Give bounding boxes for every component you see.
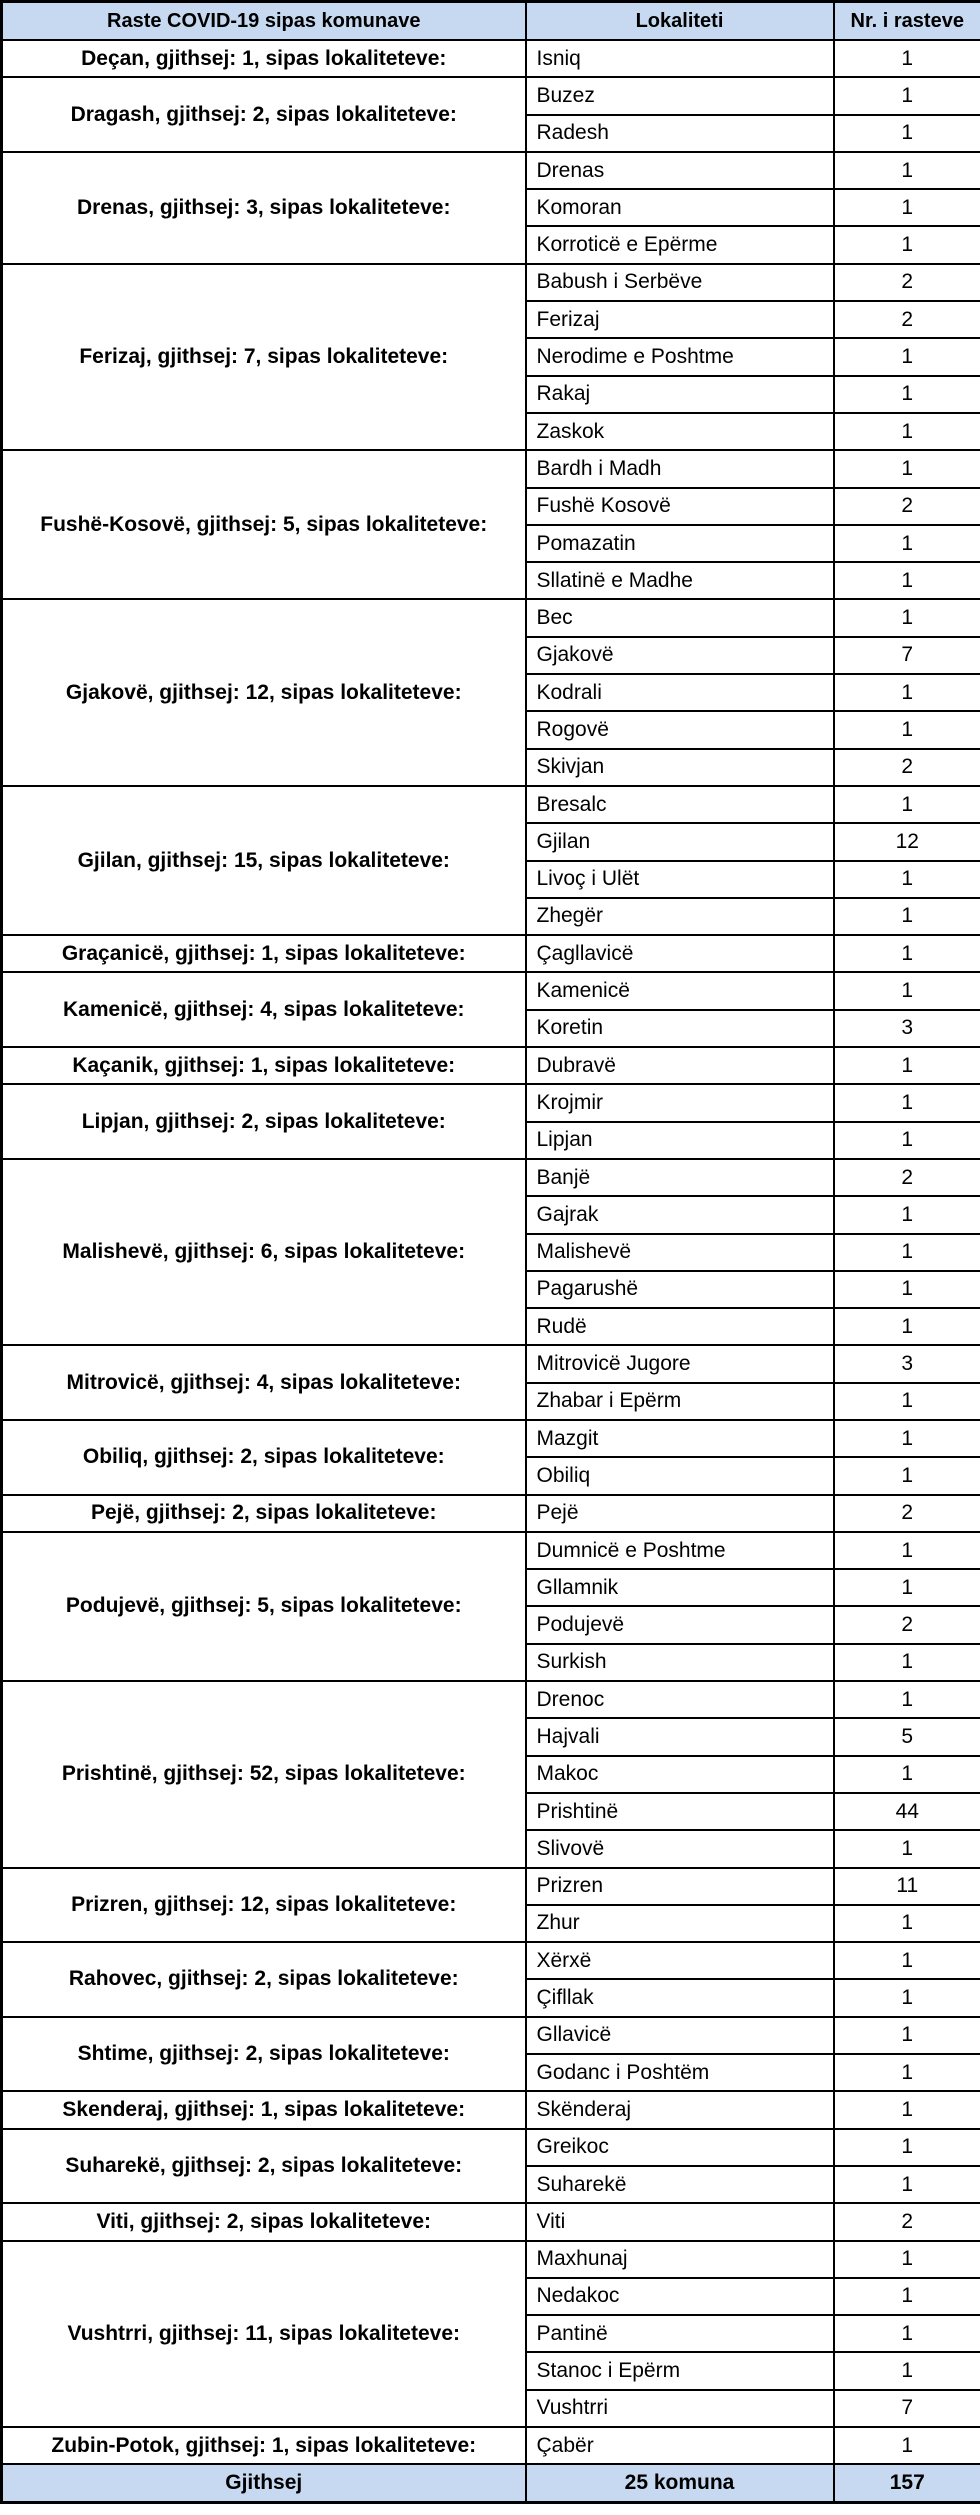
case-count-cell: 1 <box>834 2091 980 2128</box>
municipality-cell: Rahovec, gjithsej: 2, sipas lokaliteteve: <box>2 1942 526 2017</box>
municipality-cell: Gjilan, gjithsej: 15, sipas lokaliteteve: <box>2 786 526 935</box>
footer-municipality-count: 25 komuna <box>526 2464 834 2503</box>
case-count-cell: 1 <box>834 338 980 375</box>
municipality-cell: Vushtrri, gjithsej: 11, sipas lokaliteteve: <box>2 2241 526 2427</box>
locality-cell: Korroticë e Epërme <box>526 226 834 263</box>
locality-cell: Xërxë <box>526 1942 834 1979</box>
case-count-cell: 3 <box>834 1345 980 1382</box>
table-row <box>2 1942 980 1979</box>
locality-cell: Fushë Kosovë <box>526 488 834 525</box>
case-count-cell: 1 <box>834 786 980 823</box>
table-row <box>2 2203 980 2240</box>
locality-cell: Prishtinë <box>526 1793 834 1830</box>
case-count-cell: 1 <box>834 2241 980 2278</box>
case-count-cell: 1 <box>834 40 980 77</box>
municipality-cell: Graçanicë, gjithsej: 1, sipas lokaliteteve: <box>2 935 526 972</box>
locality-cell: Dubravë <box>526 1047 834 1084</box>
locality-cell: Pantinë <box>526 2315 834 2352</box>
case-count-cell: 2 <box>834 749 980 786</box>
case-count-cell: 1 <box>834 2427 980 2464</box>
case-count-cell: 12 <box>834 823 980 860</box>
case-count-cell: 1 <box>834 376 980 413</box>
case-count-cell: 1 <box>834 450 980 487</box>
municipality-cell: Ferizaj, gjithsej: 7, sipas lokaliteteve: <box>2 264 526 450</box>
case-count-cell: 1 <box>834 1234 980 1271</box>
table-row <box>2 935 980 972</box>
table-row <box>2 1532 980 1569</box>
municipality-cell: Lipjan, gjithsej: 2, sipas lokaliteteve: <box>2 1084 526 1159</box>
municipality-cell: Dragash, gjithsej: 2, sipas lokaliteteve: <box>2 77 526 152</box>
table-row <box>2 2091 980 2128</box>
locality-cell: Pomazatin <box>526 525 834 562</box>
municipality-cell: Fushë-Kosovë, gjithsej: 5, sipas lokaliteteve: <box>2 450 526 599</box>
case-count-cell: 2 <box>834 488 980 525</box>
case-count-cell: 1 <box>834 1756 980 1793</box>
case-count-cell: 1 <box>834 1084 980 1121</box>
table-row <box>2 450 980 487</box>
case-count-cell: 1 <box>834 935 980 972</box>
case-count-cell: 1 <box>834 1420 980 1457</box>
locality-cell: Gajrak <box>526 1196 834 1233</box>
locality-cell: Kodrali <box>526 674 834 711</box>
municipality-cell: Deçan, gjithsej: 1, sipas lokaliteteve: <box>2 40 526 77</box>
locality-cell: Krojmir <box>526 1084 834 1121</box>
locality-cell: Zaskok <box>526 413 834 450</box>
case-count-cell: 1 <box>834 189 980 226</box>
table-row <box>2 1047 980 1084</box>
locality-cell: Hajvali <box>526 1718 834 1755</box>
case-count-cell: 1 <box>834 525 980 562</box>
case-count-cell: 1 <box>834 2278 980 2315</box>
case-count-cell: 1 <box>834 1532 980 1569</box>
table-row <box>2 786 980 823</box>
municipality-cell: Kamenicë, gjithsej: 4, sipas lokaliteteve: <box>2 972 526 1047</box>
locality-cell: Pagarushë <box>526 1271 834 1308</box>
table-row <box>2 1159 980 1196</box>
municipality-cell: Skenderaj, gjithsej: 1, sipas lokaliteteve: <box>2 2091 526 2128</box>
locality-cell: Malishevë <box>526 1234 834 1271</box>
header-municipality: Raste COVID-19 sipas komunave <box>2 2 526 41</box>
case-count-cell: 2 <box>834 301 980 338</box>
table-row <box>2 1084 980 1121</box>
locality-cell: Podujevë <box>526 1606 834 1643</box>
municipality-cell: Drenas, gjithsej: 3, sipas lokaliteteve: <box>2 152 526 264</box>
table-row <box>2 1868 980 1905</box>
case-count-cell: 1 <box>834 599 980 636</box>
municipality-cell: Gjakovë, gjithsej: 12, sipas lokaliteteve: <box>2 599 526 785</box>
case-count-cell: 1 <box>834 1644 980 1681</box>
case-count-cell: 1 <box>834 1383 980 1420</box>
case-count-cell: 7 <box>834 637 980 674</box>
case-count-cell: 1 <box>834 2352 980 2389</box>
table-row <box>2 40 980 77</box>
locality-cell: Gllamnik <box>526 1569 834 1606</box>
municipality-cell: Mitrovicë, gjithsej: 4, sipas lokaliteteve: <box>2 1345 526 1420</box>
locality-cell: Zhegër <box>526 898 834 935</box>
locality-cell: Surkish <box>526 1644 834 1681</box>
locality-cell: Mitrovicë Jugore <box>526 1345 834 1382</box>
case-count-cell: 1 <box>834 562 980 599</box>
locality-cell: Sllatinë e Madhe <box>526 562 834 599</box>
municipality-cell: Viti, gjithsej: 2, sipas lokaliteteve: <box>2 2203 526 2240</box>
locality-cell: Zhur <box>526 1905 834 1942</box>
case-count-cell: 1 <box>834 115 980 152</box>
case-count-cell: 2 <box>834 264 980 301</box>
case-count-cell: 3 <box>834 1010 980 1047</box>
case-count-cell: 7 <box>834 2390 980 2427</box>
locality-cell: Çabër <box>526 2427 834 2464</box>
locality-cell: Kamenicë <box>526 972 834 1009</box>
case-count-cell: 1 <box>834 1271 980 1308</box>
case-count-cell: 1 <box>834 1457 980 1494</box>
locality-cell: Gjilan <box>526 823 834 860</box>
case-count-cell: 1 <box>834 1196 980 1233</box>
municipality-cell: Suharekë, gjithsej: 2, sipas lokaliteteve: <box>2 2129 526 2204</box>
table-body <box>2 40 980 2464</box>
case-count-cell: 1 <box>834 1905 980 1942</box>
locality-cell: Çagllavicë <box>526 935 834 972</box>
case-count-cell: 1 <box>834 1122 980 1159</box>
municipality-cell: Prishtinë, gjithsej: 52, sipas lokaliteteve: <box>2 1681 526 1867</box>
case-count-cell: 1 <box>834 1942 980 1979</box>
locality-cell: Isniq <box>526 40 834 77</box>
case-count-cell: 2 <box>834 1159 980 1196</box>
case-count-cell: 1 <box>834 861 980 898</box>
locality-cell: Lipjan <box>526 1122 834 1159</box>
locality-cell: Buzez <box>526 77 834 114</box>
locality-cell: Stanoc i Epërm <box>526 2352 834 2389</box>
locality-cell: Komoran <box>526 189 834 226</box>
locality-cell: Viti <box>526 2203 834 2240</box>
case-count-cell: 1 <box>834 2166 980 2203</box>
table-row <box>2 1681 980 1718</box>
locality-cell: Pejë <box>526 1495 834 1532</box>
case-count-cell: 1 <box>834 152 980 189</box>
case-count-cell: 1 <box>834 2054 980 2091</box>
locality-cell: Nedakoc <box>526 2278 834 2315</box>
locality-cell: Nerodime e Poshtme <box>526 338 834 375</box>
locality-cell: Zhabar i Epërm <box>526 1383 834 1420</box>
locality-cell: Vushtrri <box>526 2390 834 2427</box>
header-cases: Nr. i rasteve <box>834 2 980 41</box>
locality-cell: Mazgit <box>526 1420 834 1457</box>
municipality-cell: Kaçanik, gjithsej: 1, sipas lokaliteteve: <box>2 1047 526 1084</box>
locality-cell: Bec <box>526 599 834 636</box>
footer-label: Gjithsej <box>2 2464 526 2503</box>
table-row <box>2 972 980 1009</box>
locality-cell: Slivovë <box>526 1830 834 1867</box>
table-row <box>2 2427 980 2464</box>
municipality-cell: Podujevë, gjithsej: 5, sipas lokaliteteve: <box>2 1532 526 1681</box>
locality-cell: Bardh i Madh <box>526 450 834 487</box>
case-count-cell: 44 <box>834 1793 980 1830</box>
case-count-cell: 1 <box>834 413 980 450</box>
locality-cell: Livoç i Ulët <box>526 861 834 898</box>
locality-cell: Rakaj <box>526 376 834 413</box>
table-row <box>2 152 980 189</box>
locality-cell: Gllavicë <box>526 2017 834 2054</box>
table-row <box>2 2129 980 2166</box>
locality-cell: Ferizaj <box>526 301 834 338</box>
case-count-cell: 1 <box>834 2017 980 2054</box>
locality-cell: Radesh <box>526 115 834 152</box>
locality-cell: Rogovë <box>526 711 834 748</box>
locality-cell: Obiliq <box>526 1457 834 1494</box>
locality-cell: Skivjan <box>526 749 834 786</box>
table-row <box>2 2017 980 2054</box>
municipality-cell: Shtime, gjithsej: 2, sipas lokaliteteve: <box>2 2017 526 2092</box>
locality-cell: Drenoc <box>526 1681 834 1718</box>
municipality-cell: Pejë, gjithsej: 2, sipas lokaliteteve: <box>2 1495 526 1532</box>
locality-cell: Makoc <box>526 1756 834 1793</box>
case-count-cell: 1 <box>834 711 980 748</box>
case-count-cell: 1 <box>834 1569 980 1606</box>
locality-cell: Gjakovë <box>526 637 834 674</box>
municipality-cell: Malishevë, gjithsej: 6, sipas lokaliteteve: <box>2 1159 526 1345</box>
case-count-cell: 1 <box>834 226 980 263</box>
locality-cell: Koretin <box>526 1010 834 1047</box>
locality-cell: Dumnicë e Poshtme <box>526 1532 834 1569</box>
table-row <box>2 1420 980 1457</box>
locality-cell: Greikoc <box>526 2129 834 2166</box>
table-row <box>2 1345 980 1382</box>
municipality-cell: Prizren, gjithsej: 12, sipas lokaliteteve: <box>2 1868 526 1943</box>
header-row <box>2 2 980 41</box>
locality-cell: Banjë <box>526 1159 834 1196</box>
case-count-cell: 1 <box>834 674 980 711</box>
case-count-cell: 1 <box>834 2129 980 2166</box>
case-count-cell: 1 <box>834 1830 980 1867</box>
case-count-cell: 1 <box>834 1979 980 2016</box>
table-row <box>2 1495 980 1532</box>
header-locality: Lokaliteti <box>526 2 834 41</box>
locality-cell: Godanc i Poshtëm <box>526 2054 834 2091</box>
case-count-cell: 1 <box>834 2315 980 2352</box>
case-count-cell: 1 <box>834 898 980 935</box>
locality-cell: Prizren <box>526 1868 834 1905</box>
case-count-cell: 11 <box>834 1868 980 1905</box>
case-count-cell: 1 <box>834 77 980 114</box>
locality-cell: Maxhunaj <box>526 2241 834 2278</box>
municipality-cell: Obiliq, gjithsej: 2, sipas lokaliteteve: <box>2 1420 526 1495</box>
locality-cell: Suharekë <box>526 2166 834 2203</box>
table-row <box>2 77 980 114</box>
case-count-cell: 1 <box>834 1308 980 1345</box>
locality-cell: Drenas <box>526 152 834 189</box>
case-count-cell: 1 <box>834 1047 980 1084</box>
case-count-cell: 5 <box>834 1718 980 1755</box>
table-row <box>2 2241 980 2278</box>
case-count-cell: 2 <box>834 2203 980 2240</box>
locality-cell: Rudë <box>526 1308 834 1345</box>
municipality-cell: Zubin-Potok, gjithsej: 1, sipas lokaliteteve: <box>2 2427 526 2464</box>
case-count-cell: 2 <box>834 1495 980 1532</box>
table-row <box>2 264 980 301</box>
table-row <box>2 599 980 636</box>
footer-total: 157 <box>834 2464 980 2503</box>
locality-cell: Skënderaj <box>526 2091 834 2128</box>
locality-cell: Çifllak <box>526 1979 834 2016</box>
locality-cell: Bresalc <box>526 786 834 823</box>
case-count-cell: 2 <box>834 1606 980 1643</box>
case-count-cell: 1 <box>834 972 980 1009</box>
footer-row <box>2 2464 980 2503</box>
locality-cell: Babush i Serbëve <box>526 264 834 301</box>
case-count-cell: 1 <box>834 1681 980 1718</box>
